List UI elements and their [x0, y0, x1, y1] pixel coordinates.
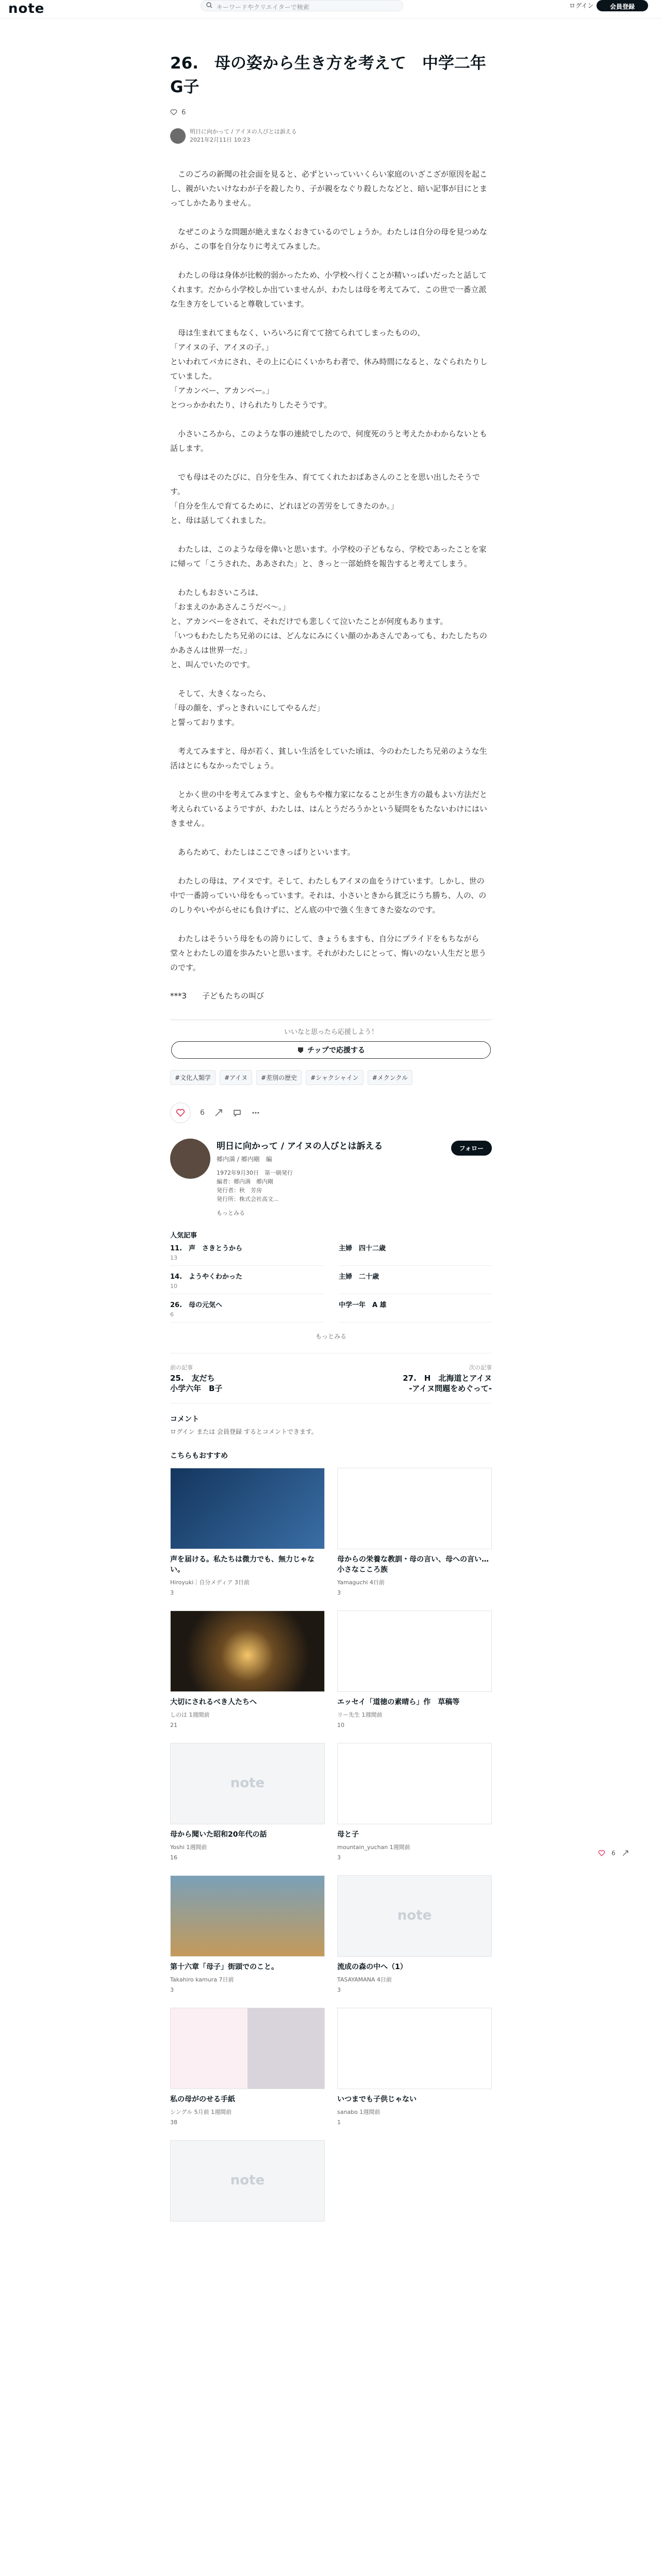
share-icon[interactable] — [622, 1850, 629, 1857]
card-title[interactable]: エッセイ「道徳の素晴ら」作 草稿等 — [337, 1698, 460, 1706]
magazine-more[interactable]: もっとみる — [217, 1210, 245, 1216]
like-button[interactable] — [170, 1103, 191, 1123]
prev-article-link[interactable] — [170, 1363, 315, 1394]
tag-chip[interactable]: #差別の歴史 — [256, 1070, 302, 1085]
article-paragraph: あらためて、わたしはここできっぱりといいます。 — [170, 848, 355, 857]
card-user[interactable]: TASAYAMANA 4日前 — [337, 1976, 392, 1983]
more-link[interactable]: もっとみる — [315, 1333, 346, 1340]
popular-item-title: 主婦 四十二歳 — [339, 1245, 386, 1252]
search-placeholder: キーワードやクリエイターで検索 — [217, 4, 309, 11]
recommend-card[interactable] — [337, 2008, 492, 2126]
card-title[interactable]: 第十六章「母子」街頭でのこと。 — [170, 1963, 278, 1971]
card-like-count: 3 — [337, 1589, 341, 1596]
card-user[interactable]: リー先生 1週間前 — [337, 1711, 383, 1718]
comment-login-text[interactable]: ログイン または 会員登録 するとコメントできます。 — [170, 1428, 318, 1435]
magazine-avatar[interactable] — [170, 1139, 210, 1179]
article-paragraph: わたしの母は身体が比較的弱かったため、小学校へ行くことが精いっぱいだったと話してくれます。だから小学校しか出ていませんが、わたしは母を考えてみて、この世で一番立派な生き方をしていると尊敬しています。 — [170, 270, 487, 309]
prev-next-nav — [170, 1353, 492, 1403]
card-thumbnail[interactable] — [337, 2008, 492, 2089]
card-user[interactable]: Yoshi 1週間前 — [170, 1844, 207, 1851]
article-paragraph: なぜこのような問題が絶えまなくおきているのでしょうか。わたしは自分の母を見つめながら、この事を自分なりに考えてみました。 — [170, 227, 488, 251]
note-logo[interactable]: note — [8, 1, 45, 16]
recommend-card[interactable] — [337, 1611, 492, 1728]
article-paragraph: 考えてみますと、母が若く、貧しい生活をしていた頃は、今のわたしたち兄弟のような生活はとにもなかったでしょう。 — [170, 747, 487, 770]
card-user[interactable]: Hiroyuki｜自分メディア 3日前 — [170, 1579, 250, 1586]
login-link[interactable]: ログイン — [569, 2, 594, 9]
popular-item-title: 14. ようやくわかった — [170, 1273, 243, 1281]
next-title: 27. H 北海道とアイヌ -アイヌ問題をめぐって- — [403, 1374, 492, 1393]
card-thumbnail[interactable] — [337, 1468, 492, 1549]
card-title[interactable]: 母から聞いた昭和20年代の話 — [170, 1831, 267, 1839]
card-user[interactable]: sanabo 1週間前 — [337, 2109, 380, 2115]
card-title[interactable]: いつまでも子供じゃない — [337, 2095, 417, 2104]
card-like-count: 3 — [337, 1854, 341, 1861]
search-icon — [206, 2, 212, 8]
tip-button-label: チップで応援する — [307, 1046, 365, 1055]
comment-heading: コメント — [170, 1415, 199, 1423]
magazine-info-line: 1972年9月30日 第一刷発行 — [217, 1170, 293, 1176]
popular-item[interactable] — [339, 1271, 492, 1294]
recommend-card[interactable] — [337, 1875, 492, 1993]
article-paragraph: わたしの母は、アイヌです。そして、わたしもアイヌの血をうけています。しかし、世の中で一番誇っていい母をもっています。それは、小さいときから貧乏にうち勝ち、人の、ののしりやいやがらせにも負けずに、どん底の中で強く生きてきた姿なのです。 — [170, 876, 487, 914]
popular-list — [170, 1243, 492, 1323]
post-date: 2021年2月11日 10:23 — [190, 137, 251, 143]
card-like-count: 10 — [337, 1722, 344, 1728]
tip-icon — [297, 1046, 304, 1054]
recommend-heading: こちらもおすすめ — [170, 1452, 228, 1460]
popular-item[interactable] — [170, 1271, 323, 1294]
follow-button[interactable]: フォロー — [451, 1141, 492, 1156]
recommend-grid — [170, 1468, 492, 2222]
support-box — [170, 1020, 492, 1059]
recommend-card[interactable] — [170, 1743, 325, 1861]
author-row — [170, 126, 492, 146]
recommend-card[interactable] — [170, 1468, 325, 1596]
heart-icon — [176, 1108, 185, 1117]
recommend-card[interactable] — [170, 2008, 325, 2126]
card-like-count: 3 — [170, 1987, 174, 1993]
popular-item-count: 10 — [170, 1283, 177, 1290]
magazine-info-line: 発行者：秋 芳房 — [217, 1187, 262, 1194]
page-title: 26. 母の姿から生き方を考えて 中学二年 G子 — [170, 54, 502, 96]
side-like-count: 6 — [611, 1850, 616, 1857]
article-paragraph: わたしもおさいころは、 「おまえのかあさんこうだべ〜。」 と、アカンベーをされて、それだけでも悲しくて泣いたことが何度もあります。 「いつもわたしたち兄弟のには、どんなにみにくい顔のかあさんであっても、わたしたちのかあさんは世界一だ。」 と、叫んでいたのです。 — [170, 588, 487, 669]
next-article-link[interactable] — [347, 1363, 492, 1394]
register-button[interactable]: 会員登録 — [597, 0, 648, 11]
heart-icon[interactable] — [598, 1850, 605, 1857]
card-title[interactable]: 母からの栄養な教訓・母の言い、母への言い…小さなこころ族 — [337, 1555, 489, 1574]
comment-icon[interactable] — [233, 1108, 242, 1117]
article-paragraph: そして、大きくなったら、 「母の顔を、ずっときれいにしてやるんだ」 と誓っております。 — [170, 689, 325, 727]
card-user[interactable]: Takahiro kamura 7日前 — [170, 1976, 234, 1983]
card-title[interactable]: 流成の森の中へ（1） — [337, 1963, 407, 1971]
tag-chip[interactable]: #シャクシャイン — [306, 1070, 363, 1085]
popular-item-title: 中学一年 A 雄 — [339, 1301, 387, 1309]
card-title[interactable]: 大切にされるべき人たちへ — [170, 1698, 257, 1706]
magazine-info-line: 編者：郷内満 郷内剛 — [217, 1178, 273, 1185]
card-like-count: 16 — [170, 1854, 177, 1861]
article-footer-text: ***3 子どもたちの叫び — [170, 991, 264, 1001]
magazine-title[interactable]: 明日に向かって / アイヌの人びとは訴える — [217, 1141, 383, 1151]
article-main — [170, 52, 502, 2222]
recommend-card[interactable] — [337, 1743, 492, 1861]
note-placeholder-logo: note — [397, 1908, 432, 1923]
article-paragraph: 小さいころから、このような事の連続でしたので、何度死のうと考えたかわからないとも話します。 — [170, 429, 487, 453]
card-thumbnail[interactable] — [170, 1743, 325, 1824]
magazine-user[interactable]: 郷内満 / 郷内剛 編 — [217, 1156, 272, 1163]
card-thumbnail[interactable] — [170, 1875, 325, 1957]
card-thumbnail[interactable] — [170, 1468, 325, 1549]
card-title[interactable]: 母と子 — [337, 1831, 359, 1839]
avatar[interactable] — [170, 128, 186, 144]
card-user[interactable]: シングル 5月前 1週間前 — [170, 2109, 232, 2115]
article-paragraph: でも母はそのたびに、自分を生み、育ててくれたおばあさんのことを思い出したそうです。 「自分を生んで育てるために、どれほどの苦労をしてきたのか。」 と、母は話してくれました。 — [170, 472, 480, 525]
magazine-info — [217, 1168, 383, 1204]
note-placeholder-logo: note — [230, 2173, 265, 2188]
card-thumbnail[interactable] — [170, 2008, 325, 2089]
recommend-card[interactable] — [170, 1875, 325, 1993]
heart-icon[interactable] — [170, 109, 177, 116]
recommend-card[interactable] — [337, 1468, 492, 1596]
site-header — [0, 0, 662, 19]
card-title[interactable]: 私の母がのせる手紙 — [170, 2095, 235, 2104]
tag-chip[interactable]: #メクンクル — [368, 1070, 412, 1085]
card-like-count: 1 — [337, 2119, 341, 2126]
prev-label: 前の記事 — [170, 1364, 193, 1371]
support-prompt: いいなと思ったら応援しよう！ — [284, 1028, 378, 1036]
recommend-card[interactable] — [170, 1611, 325, 1728]
popular-item-count: 13 — [170, 1255, 177, 1261]
popular-item[interactable] — [170, 1243, 323, 1266]
action-row — [170, 1101, 492, 1124]
magazine-box — [170, 1139, 492, 1217]
article-paragraph: わたしはそういう母をもの誇りにして、きょうもますも、自分にプライドをもちながら堂々とわたしの道を歩みたいと思います。それがわたしにとって、悔いのない人生だと思うのです。 — [170, 934, 487, 972]
popular-item-title: 26. 母の元気へ — [170, 1301, 223, 1309]
article-paragraph: 母は生まれてまもなく、いろいろに育てて捨てられてしまったものの、 「アイヌの子、アイヌの子。」 といわれてバカにされ、その上に心にくいかちわ者で、休み時間になると、なぐられたりしていました。 「アカンベー、アカンベー。」 とつっかかれたり、けられたりしたそうです。 — [170, 328, 488, 410]
popular-item-count: 6 — [170, 1311, 174, 1318]
article-body — [170, 167, 492, 975]
tip-button[interactable] — [171, 1041, 491, 1059]
card-thumbnail[interactable] — [337, 1875, 492, 1957]
article-paragraph: わたしは、このような母を偉いと思います。小学校の子どもなら、学校であったことを家に帰って「こうされた、ああされた」と、きっと一部始終を報告すると考えてしまう。 — [170, 545, 487, 568]
author-name[interactable]: 明日に向かって / アイヌの人びとは訴える — [190, 128, 297, 135]
card-like-count: 38 — [170, 2119, 177, 2126]
card-thumbnail[interactable] — [337, 1611, 492, 1692]
side-like-panel — [598, 1850, 629, 1857]
search-input[interactable] — [201, 0, 403, 11]
action-like-count: 6 — [200, 1109, 205, 1117]
prev-title: 25. 友だち 小学六年 B子 — [170, 1374, 223, 1393]
card-like-count: 3 — [337, 1987, 341, 1993]
card-title[interactable]: 声を届ける。私たちは微力でも、無力じゃない。 — [170, 1555, 315, 1574]
share-icon[interactable] — [214, 1108, 223, 1117]
recommend-card[interactable] — [170, 2140, 325, 2222]
card-thumbnail[interactable] — [337, 1743, 492, 1824]
popular-item-title: 11. 声 さきとうから — [170, 1245, 243, 1252]
article-paragraph: このごろの新聞の社会面を見ると、必ずといっていいくらい家庭のいざこざが原因を起こし、親がいたいけなわが子を殺したり、子が親をなぐり殺したなどと、暗い記事が目にとまってしかたありません。 — [170, 170, 488, 208]
note-placeholder-logo: note — [230, 1775, 265, 1791]
tag-chip[interactable]: #文化人類学 — [170, 1070, 216, 1085]
like-count: 6 — [181, 108, 186, 116]
more-icon[interactable] — [251, 1108, 260, 1117]
tag-list — [170, 1070, 492, 1085]
popular-heading: 人気記事 — [170, 1232, 197, 1240]
card-user[interactable]: Yamaguchi 4日前 — [337, 1579, 385, 1586]
card-user[interactable]: しのは 1週間前 — [170, 1711, 210, 1718]
card-like-count: 21 — [170, 1722, 177, 1728]
like-summary — [170, 107, 492, 117]
article-paragraph: とかく世の中を考えてみますと、金もちや権力家になることが生き方の最もよい方法だと考えられているようですが、わたしは、はんとうだろうかという疑問をもたないわけにはいきません。 — [170, 790, 488, 828]
popular-item[interactable] — [339, 1243, 492, 1266]
tag-chip[interactable]: #アイヌ — [220, 1070, 252, 1085]
popular-item[interactable] — [339, 1299, 492, 1323]
popular-item[interactable] — [170, 1299, 323, 1323]
card-like-count: 3 — [170, 1589, 174, 1596]
magazine-info-line: 発行所：株式会社高文... — [217, 1196, 279, 1202]
card-user[interactable]: mountain_yuchan 1週間前 — [337, 1844, 410, 1851]
card-thumbnail[interactable] — [170, 1611, 325, 1692]
card-thumbnail[interactable] — [170, 2140, 325, 2222]
next-label: 次の記事 — [469, 1364, 492, 1371]
popular-item-title: 主婦 二十歳 — [339, 1273, 379, 1281]
